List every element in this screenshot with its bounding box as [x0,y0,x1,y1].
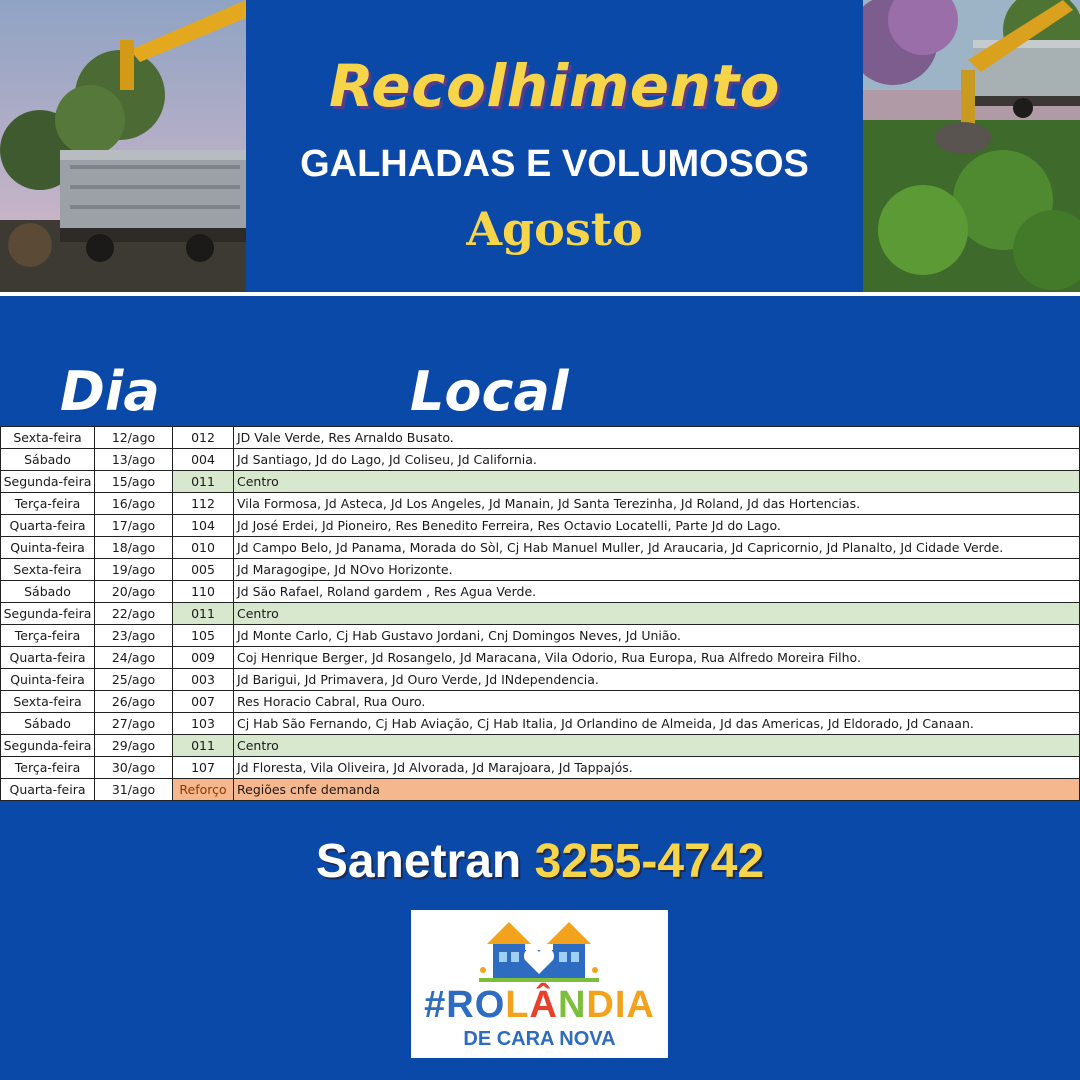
row-date: 30/ago [95,757,173,779]
row-local: Jd Santiago, Jd do Lago, Jd Coliseu, Jd California. [234,449,1080,471]
logo-hashtag [411,984,668,1027]
logo-hashtag-part: DIA [586,984,655,1026]
rolandia-logo [411,910,668,1058]
row-date: 24/ago [95,647,173,669]
row-local: Regiões cnfe demanda [234,779,1080,801]
column-heading-local: Local [410,360,569,423]
row-day: Sexta-feira [1,691,95,713]
row-route: 103 [173,713,234,735]
row-local: Jd José Erdei, Jd Pioneiro, Res Benedito Ferreira, Res Octavio Locatelli, Parte Jd do Lago. [234,515,1080,537]
logo-hashtag-part: L [505,984,530,1026]
row-local: Centro [234,471,1080,493]
row-date: 15/ago [95,471,173,493]
row-day: Quarta-feira [1,515,95,537]
table-row [1,493,1080,515]
table-row [1,537,1080,559]
column-heading-dia: Dia [60,360,160,423]
row-day: Terça-feira [1,493,95,515]
table-row [1,427,1080,449]
row-day: Sábado [1,449,95,471]
row-day: Segunda-feira [1,735,95,757]
row-local: Jd Campo Belo, Jd Panama, Morada do Sòl, Cj Hab Manuel Muller, Jd Araucaria, Jd Capricornio, Jd Planalto, Jd Cidade Verde. [234,537,1080,559]
row-date: 23/ago [95,625,173,647]
logo-hashtag-part: RO [446,984,506,1026]
row-day: Sábado [1,581,95,603]
row-route: 011 [173,735,234,757]
row-date: 27/ago [95,713,173,735]
row-local: Centro [234,603,1080,625]
table-row [1,515,1080,537]
row-route: 011 [173,603,234,625]
row-route: 010 [173,537,234,559]
table-row [1,647,1080,669]
row-local: Coj Henrique Berger, Jd Rosangelo, Jd Maracana, Vila Odorio, Rua Europa, Rua Alfredo Moreira Filho. [234,647,1080,669]
row-route: 107 [173,757,234,779]
row-local: Res Horacio Cabral, Rua Ouro. [234,691,1080,713]
houses-heart-icon [479,914,599,986]
row-day: Segunda-feira [1,603,95,625]
row-route: 011 [173,471,234,493]
row-date: 18/ago [95,537,173,559]
row-date: 19/ago [95,559,173,581]
logo-subtitle: DE CARA NOVA [463,1028,616,1050]
table-row [1,735,1080,757]
table-row [1,471,1080,493]
table-row [1,779,1080,801]
contact-phone: 3255-4742 [534,835,765,888]
page-subtitle: GALHADAS E VOLUMOSOS [300,143,809,185]
row-day: Sexta-feira [1,427,95,449]
row-local: Vila Formosa, Jd Asteca, Jd Los Angeles, Jd Manain, Jd Santa Terezinha, Jd Roland, Jd das Hortencias. [234,493,1080,515]
header-banner [0,0,1080,292]
row-local: Jd Barigui, Jd Primavera, Jd Ouro Verde, Jd INdependencia. [234,669,1080,691]
row-local: Jd Maragogipe, Jd NOvo Horizonte. [234,559,1080,581]
header-divider [0,292,1080,296]
row-date: 16/ago [95,493,173,515]
schedule-table [0,426,1080,801]
table-row [1,691,1080,713]
row-date: 25/ago [95,669,173,691]
row-date: 22/ago [95,603,173,625]
month-label: Agosto [466,202,643,256]
table-row [1,757,1080,779]
logo-hashtag-part: Â [529,984,558,1026]
row-route: 007 [173,691,234,713]
row-date: 29/ago [95,735,173,757]
logo-hashtag-part: N [557,984,587,1026]
row-day: Quarta-feira [1,779,95,801]
table-row [1,603,1080,625]
row-route: 004 [173,449,234,471]
row-day: Quinta-feira [1,537,95,559]
row-route: 105 [173,625,234,647]
table-row [1,581,1080,603]
row-local: JD Vale Verde, Res Arnaldo Busato. [234,427,1080,449]
row-route: 005 [173,559,234,581]
table-row [1,669,1080,691]
table-row [1,449,1080,471]
row-route: 112 [173,493,234,515]
row-day: Terça-feira [1,757,95,779]
row-route: 104 [173,515,234,537]
row-day: Terça-feira [1,625,95,647]
row-date: 31/ago [95,779,173,801]
row-route: 110 [173,581,234,603]
row-local: Cj Hab São Fernando, Cj Hab Aviação, Cj Hab Italia, Jd Orlandino de Almeida, Jd das Americas, Jd Eldorado, Jd Canaan. [234,713,1080,735]
table-row [1,713,1080,735]
row-route: 009 [173,647,234,669]
row-local: Centro [234,735,1080,757]
row-local: Jd Floresta, Vila Oliveira, Jd Alvorada, Jd Marajoara, Jd Tappajós. [234,757,1080,779]
row-date: 12/ago [95,427,173,449]
row-route: Reforço [173,779,234,801]
truck-photo-left [0,0,246,292]
row-date: 26/ago [95,691,173,713]
row-local: Jd São Rafael, Roland gardem , Res Agua Verde. [234,581,1080,603]
row-date: 20/ago [95,581,173,603]
row-route: 012 [173,427,234,449]
crane-photo-right [863,0,1080,292]
row-day: Sábado [1,713,95,735]
page-title: Recolhimento [328,52,781,120]
row-day: Segunda-feira [1,471,95,493]
row-day: Sexta-feira [1,559,95,581]
contact-line [0,834,1080,889]
logo-hashtag-part: # [424,984,447,1026]
row-day: Quinta-feira [1,669,95,691]
row-date: 13/ago [95,449,173,471]
contact-name: Sanetran [315,835,522,888]
row-day: Quarta-feira [1,647,95,669]
title-panel [246,0,863,292]
row-route: 003 [173,669,234,691]
row-date: 17/ago [95,515,173,537]
table-row [1,559,1080,581]
row-local: Jd Monte Carlo, Cj Hab Gustavo Jordani, Cnj Domingos Neves, Jd União. [234,625,1080,647]
table-row [1,625,1080,647]
